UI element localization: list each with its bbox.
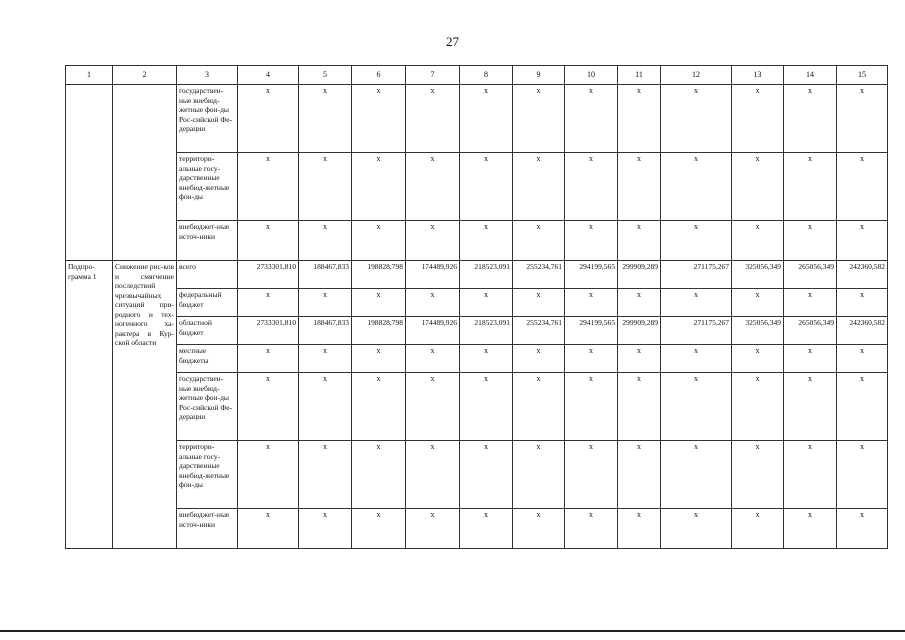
- x-mark: x: [565, 85, 618, 153]
- header-cell: 1: [66, 66, 113, 85]
- x-mark: x: [406, 85, 460, 153]
- x-mark: x: [299, 441, 352, 509]
- value-cell: 294199,565: [565, 317, 618, 345]
- x-mark: x: [513, 373, 565, 441]
- x-mark: x: [565, 153, 618, 221]
- x-mark: x: [837, 153, 888, 221]
- x-mark: x: [784, 153, 837, 221]
- x-mark: x: [784, 441, 837, 509]
- x-mark: x: [661, 509, 732, 549]
- x-mark: x: [460, 221, 513, 261]
- table-row: [66, 85, 888, 153]
- header-cell: 14: [784, 66, 837, 85]
- x-mark: x: [661, 221, 732, 261]
- x-mark: x: [460, 289, 513, 317]
- x-mark: x: [513, 345, 565, 373]
- x-mark: x: [732, 85, 784, 153]
- x-mark: x: [661, 289, 732, 317]
- x-mark: x: [406, 441, 460, 509]
- x-mark: x: [618, 509, 661, 549]
- x-mark: x: [661, 373, 732, 441]
- x-mark: x: [238, 289, 299, 317]
- x-mark: x: [732, 441, 784, 509]
- row-label: государствен-ные внебюд-жетные фон-ды Рос-сийской Фе-дерации: [177, 373, 238, 441]
- x-mark: x: [784, 289, 837, 317]
- empty-cell: [66, 85, 113, 261]
- header-row: [66, 66, 888, 85]
- x-mark: x: [460, 441, 513, 509]
- value-cell: 188467,833: [299, 317, 352, 345]
- x-mark: x: [732, 509, 784, 549]
- x-mark: x: [406, 373, 460, 441]
- value-cell: 242360,582: [837, 317, 888, 345]
- page-edge-divider: [0, 630, 905, 632]
- x-mark: x: [299, 153, 352, 221]
- x-mark: x: [238, 85, 299, 153]
- x-mark: x: [460, 153, 513, 221]
- x-mark: x: [513, 85, 565, 153]
- header-cell: 7: [406, 66, 460, 85]
- x-mark: x: [238, 345, 299, 373]
- x-mark: x: [618, 153, 661, 221]
- x-mark: x: [565, 509, 618, 549]
- header-cell: 9: [513, 66, 565, 85]
- x-mark: x: [238, 221, 299, 261]
- x-mark: x: [837, 373, 888, 441]
- value-cell: 294199,565: [565, 261, 618, 289]
- header-cell: 15: [837, 66, 888, 85]
- x-mark: x: [732, 289, 784, 317]
- x-mark: x: [565, 221, 618, 261]
- table-row: [66, 373, 888, 441]
- x-mark: x: [352, 509, 406, 549]
- x-mark: x: [513, 153, 565, 221]
- x-mark: x: [784, 373, 837, 441]
- value-cell: 174489,926: [406, 317, 460, 345]
- x-mark: x: [618, 221, 661, 261]
- x-mark: x: [661, 153, 732, 221]
- x-mark: x: [837, 509, 888, 549]
- x-mark: x: [618, 441, 661, 509]
- x-mark: x: [299, 221, 352, 261]
- header-cell: 11: [618, 66, 661, 85]
- table-row: [66, 509, 888, 549]
- x-mark: x: [618, 345, 661, 373]
- x-mark: x: [299, 345, 352, 373]
- x-mark: x: [784, 509, 837, 549]
- header-cell: 4: [238, 66, 299, 85]
- row-label: внебюджет-ные источ-ники: [177, 509, 238, 549]
- x-mark: x: [732, 345, 784, 373]
- header-cell: 8: [460, 66, 513, 85]
- x-mark: x: [784, 85, 837, 153]
- x-mark: x: [406, 153, 460, 221]
- x-mark: x: [732, 221, 784, 261]
- value-cell: 198828,798: [352, 261, 406, 289]
- empty-cell: [113, 85, 177, 261]
- header-cell: 6: [352, 66, 406, 85]
- page-number: 27: [446, 34, 459, 49]
- x-mark: x: [732, 153, 784, 221]
- x-mark: x: [661, 441, 732, 509]
- x-mark: x: [299, 85, 352, 153]
- x-mark: x: [238, 153, 299, 221]
- row-label: территори-альные госу-дарственные внебюд-жетные фон-ды: [177, 441, 238, 509]
- x-mark: x: [406, 509, 460, 549]
- x-mark: x: [565, 373, 618, 441]
- header-cell: 13: [732, 66, 784, 85]
- x-mark: x: [661, 345, 732, 373]
- x-mark: x: [784, 345, 837, 373]
- table-row: [66, 221, 888, 261]
- value-cell: 299909,289: [618, 317, 661, 345]
- row-label: всего: [177, 261, 238, 289]
- value-cell: 265056,349: [784, 317, 837, 345]
- row-label: территори-альные госу-дарственные внебюд-жетные фон-ды: [177, 153, 238, 221]
- value-cell: 2733301,810: [238, 317, 299, 345]
- value-cell: 299909,289: [618, 261, 661, 289]
- value-cell: 242360,582: [837, 261, 888, 289]
- table-row: [66, 441, 888, 509]
- x-mark: x: [406, 221, 460, 261]
- value-cell: 218523,091: [460, 261, 513, 289]
- x-mark: x: [837, 85, 888, 153]
- row-label: государствен-ные внебюд-жетные фон-ды Рос-сийской Фе-дерации: [177, 85, 238, 153]
- header-cell: 5: [299, 66, 352, 85]
- x-mark: x: [406, 289, 460, 317]
- x-mark: x: [299, 509, 352, 549]
- x-mark: x: [352, 85, 406, 153]
- value-cell: 174489,926: [406, 261, 460, 289]
- x-mark: x: [618, 85, 661, 153]
- value-cell: 255234,761: [513, 317, 565, 345]
- value-cell: 325056,349: [732, 261, 784, 289]
- x-mark: x: [837, 345, 888, 373]
- x-mark: x: [299, 373, 352, 441]
- table-row: [66, 345, 888, 373]
- table-row: [66, 153, 888, 221]
- row-label: местные бюджеты: [177, 345, 238, 373]
- value-cell: 2733301,810: [238, 261, 299, 289]
- x-mark: x: [460, 373, 513, 441]
- x-mark: x: [732, 373, 784, 441]
- x-mark: x: [618, 289, 661, 317]
- x-mark: x: [352, 153, 406, 221]
- x-mark: x: [513, 441, 565, 509]
- row-label: внебюджет-ные источ-ники: [177, 221, 238, 261]
- header-cell: 3: [177, 66, 238, 85]
- x-mark: x: [352, 373, 406, 441]
- program-name: Подпро-грамма 1: [66, 261, 113, 549]
- x-mark: x: [565, 289, 618, 317]
- row-label: областной бюджет: [177, 317, 238, 345]
- x-mark: x: [784, 221, 837, 261]
- value-cell: 271175,267: [661, 261, 732, 289]
- value-cell: 188467,833: [299, 261, 352, 289]
- x-mark: x: [238, 509, 299, 549]
- x-mark: x: [352, 221, 406, 261]
- value-cell: 218523,091: [460, 317, 513, 345]
- table-row: [66, 317, 888, 345]
- row-label: федеральный бюджет: [177, 289, 238, 317]
- x-mark: x: [513, 221, 565, 261]
- value-cell: 255234,761: [513, 261, 565, 289]
- x-mark: x: [460, 509, 513, 549]
- program-description: Снижение рис-ков и смягчение последствий чрезвычайных ситуаций при-родного и тех-ногенного ха-рактера в Кур-ской области: [113, 261, 177, 549]
- x-mark: x: [238, 373, 299, 441]
- x-mark: x: [352, 345, 406, 373]
- x-mark: x: [565, 441, 618, 509]
- header-cell: 10: [565, 66, 618, 85]
- x-mark: x: [238, 441, 299, 509]
- x-mark: x: [661, 85, 732, 153]
- x-mark: x: [352, 441, 406, 509]
- x-mark: x: [460, 345, 513, 373]
- value-cell: 198828,798: [352, 317, 406, 345]
- header-cell: 2: [113, 66, 177, 85]
- x-mark: x: [837, 221, 888, 261]
- budget-table: [65, 65, 888, 549]
- x-mark: x: [837, 289, 888, 317]
- header-cell: 12: [661, 66, 732, 85]
- x-mark: x: [513, 509, 565, 549]
- x-mark: x: [352, 289, 406, 317]
- value-cell: 325056,349: [732, 317, 784, 345]
- x-mark: x: [406, 345, 460, 373]
- x-mark: x: [618, 373, 661, 441]
- value-cell: 265056,349: [784, 261, 837, 289]
- x-mark: x: [299, 289, 352, 317]
- value-cell: 271175,267: [661, 317, 732, 345]
- x-mark: x: [837, 441, 888, 509]
- x-mark: x: [565, 345, 618, 373]
- x-mark: x: [460, 85, 513, 153]
- table-row: [66, 289, 888, 317]
- x-mark: x: [513, 289, 565, 317]
- table-row: [66, 261, 888, 289]
